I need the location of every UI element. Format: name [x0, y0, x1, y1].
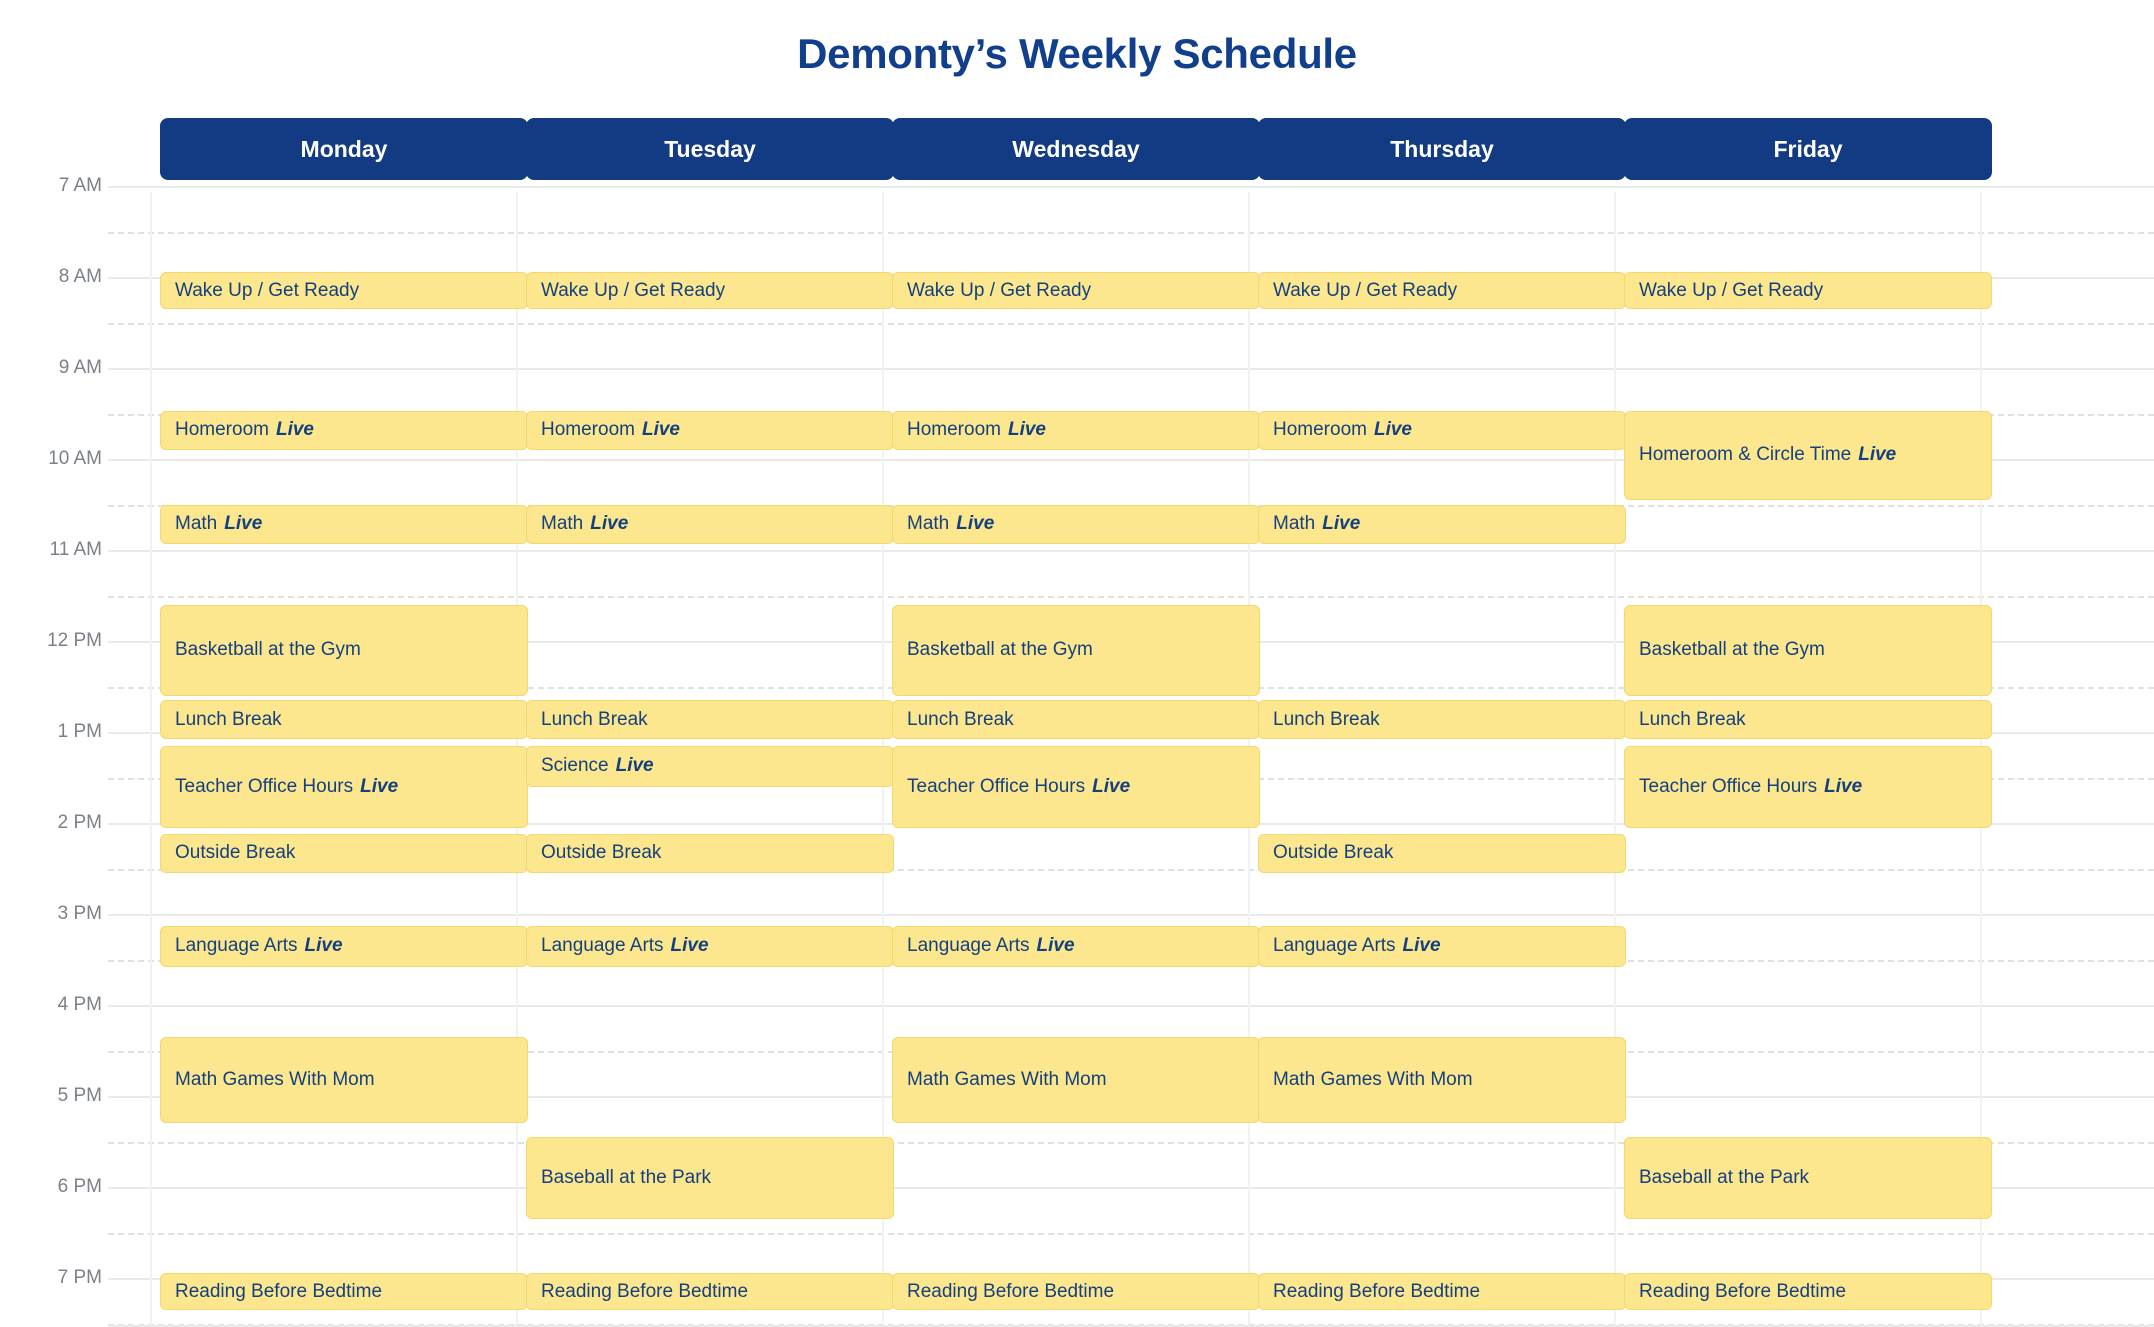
schedule-event[interactable]	[1624, 700, 1992, 739]
event-live-badge: Live	[1092, 775, 1131, 797]
schedule-event[interactable]	[1624, 272, 1992, 308]
event-title: Homeroom	[541, 419, 635, 441]
event-title: Homeroom	[907, 419, 1001, 441]
event-title: Teacher Office Hours	[1639, 775, 1818, 797]
event-live-badge: Live	[956, 513, 995, 535]
schedule-event[interactable]	[160, 700, 528, 739]
hour-label: 1 PM	[57, 721, 102, 742]
event-live-badge: Live	[275, 419, 315, 441]
schedule-event[interactable]	[526, 926, 894, 967]
event-title: Math	[907, 513, 950, 535]
event-title: Teacher Office Hours	[175, 775, 354, 797]
hour-label: 4 PM	[57, 994, 102, 1015]
event-title: Lunch Break	[1639, 708, 1746, 730]
event-title: Baseball at the Park	[541, 1166, 712, 1188]
schedule-event[interactable]	[526, 272, 894, 308]
event-title: Math Games With Mom	[907, 1069, 1107, 1091]
schedule-event[interactable]	[892, 1037, 1260, 1123]
event-title: Wake Up / Get Ready	[907, 279, 1092, 301]
schedule-event[interactable]	[526, 746, 894, 787]
hour-line	[108, 186, 2154, 188]
schedule-event[interactable]	[892, 411, 1260, 450]
event-live-badge: Live	[1373, 419, 1413, 441]
day-header-thursday[interactable]: Thursday	[1258, 118, 1626, 180]
half-hour-line	[108, 596, 2154, 598]
event-live-badge: Live	[590, 513, 629, 535]
schedule-event[interactable]	[1624, 746, 1992, 828]
schedule-event[interactable]	[892, 1273, 1260, 1309]
event-title: Reading Before Bedtime	[175, 1280, 383, 1302]
schedule-event[interactable]	[892, 746, 1260, 828]
hour-line	[108, 1005, 2154, 1007]
schedule-event[interactable]	[1258, 1037, 1626, 1123]
schedule-event[interactable]	[1258, 926, 1626, 967]
event-title: Math	[175, 513, 218, 535]
schedule-event[interactable]	[1624, 1137, 1992, 1219]
half-hour-line	[108, 323, 2154, 325]
event-title: Math Games With Mom	[1273, 1069, 1473, 1091]
hour-label: 5 PM	[57, 1085, 102, 1106]
event-title: Lunch Break	[175, 708, 282, 730]
event-title: Teacher Office Hours	[907, 775, 1086, 797]
schedule-event[interactable]	[160, 1037, 528, 1123]
event-title: Reading Before Bedtime	[1639, 1280, 1847, 1302]
page-title: Demonty’s Weekly Schedule	[797, 30, 1357, 77]
schedule-event[interactable]	[160, 505, 528, 544]
event-live-badge: Live	[615, 755, 654, 777]
event-title: Language Arts	[541, 935, 664, 957]
event-title: Math	[541, 513, 584, 535]
schedule-event[interactable]	[1258, 700, 1626, 739]
event-title: Math Games With Mom	[175, 1069, 375, 1091]
event-title: Science	[541, 755, 609, 777]
schedule-event[interactable]	[1258, 272, 1626, 308]
schedule-event[interactable]	[892, 505, 1260, 544]
event-live-badge: Live	[670, 935, 709, 957]
event-title: Lunch Break	[541, 708, 648, 730]
event-title: Wake Up / Get Ready	[1639, 279, 1824, 301]
schedule-event[interactable]	[1258, 505, 1626, 544]
hour-label: 12 PM	[47, 630, 102, 651]
schedule-event[interactable]	[1624, 1273, 1992, 1309]
schedule-event[interactable]	[160, 834, 528, 873]
event-live-badge: Live	[304, 935, 343, 957]
event-live-badge: Live	[224, 513, 263, 535]
event-title: Homeroom & Circle Time	[1639, 444, 1852, 466]
schedule-event[interactable]	[526, 1137, 894, 1219]
schedule-event[interactable]	[160, 926, 528, 967]
event-title: Basketball at the Gym	[175, 639, 361, 661]
schedule-event[interactable]	[1258, 1273, 1626, 1309]
schedule-event[interactable]	[160, 746, 528, 828]
schedule-event[interactable]	[160, 1273, 528, 1309]
schedule-event[interactable]	[1258, 411, 1626, 450]
event-title: Lunch Break	[1273, 708, 1380, 730]
half-hour-line	[108, 232, 2154, 234]
event-live-badge: Live	[1402, 935, 1441, 957]
schedule-event[interactable]	[526, 505, 894, 544]
event-title: Reading Before Bedtime	[1273, 1280, 1481, 1302]
event-title: Homeroom	[175, 419, 269, 441]
schedule-event[interactable]	[1624, 605, 1992, 696]
event-live-badge: Live	[360, 775, 399, 797]
event-live-badge: Live	[1824, 775, 1863, 797]
event-title: Reading Before Bedtime	[541, 1280, 749, 1302]
day-header-wednesday[interactable]: Wednesday	[892, 118, 1260, 180]
hour-label: 6 PM	[57, 1176, 102, 1197]
event-title: Basketball at the Gym	[907, 639, 1093, 661]
event-title: Outside Break	[541, 842, 662, 864]
event-title: Basketball at the Gym	[1639, 639, 1825, 661]
event-title: Wake Up / Get Ready	[175, 279, 360, 301]
event-live-badge: Live	[1036, 935, 1075, 957]
day-header-tuesday[interactable]: Tuesday	[526, 118, 894, 180]
event-title: Wake Up / Get Ready	[1273, 279, 1458, 301]
event-live-badge: Live	[1858, 444, 1897, 466]
event-live-badge: Live	[1322, 513, 1361, 535]
schedule-event[interactable]	[526, 834, 894, 873]
event-title: Math	[1273, 513, 1316, 535]
event-title: Language Arts	[175, 935, 298, 957]
hour-label: 7 PM	[57, 1267, 102, 1288]
event-title: Language Arts	[1273, 935, 1396, 957]
hour-label: 11 AM	[49, 539, 102, 560]
schedule-event[interactable]	[526, 1273, 894, 1309]
hour-label: 3 PM	[57, 903, 102, 924]
event-title: Outside Break	[1273, 842, 1394, 864]
half-hour-line	[108, 1233, 2154, 1235]
hour-line	[108, 914, 2154, 916]
schedule-event[interactable]	[160, 411, 528, 450]
hour-label: 8 AM	[58, 266, 102, 287]
event-title: Homeroom	[1273, 419, 1367, 441]
event-title: Lunch Break	[907, 708, 1014, 730]
event-title: Outside Break	[175, 842, 296, 864]
event-title: Reading Before Bedtime	[907, 1280, 1115, 1302]
hour-label: 2 PM	[57, 812, 102, 833]
day-header-friday[interactable]: Friday	[1624, 118, 1992, 180]
column-separator	[150, 192, 152, 1327]
schedule-event[interactable]	[1624, 411, 1992, 500]
schedule-event[interactable]	[892, 272, 1260, 308]
schedule-event[interactable]	[526, 411, 894, 450]
hour-line	[108, 550, 2154, 552]
event-title: Language Arts	[907, 935, 1030, 957]
event-title: Wake Up / Get Ready	[541, 279, 726, 301]
column-separator	[1614, 192, 1616, 1327]
schedule-event[interactable]	[160, 272, 528, 308]
schedule-event[interactable]	[160, 605, 528, 696]
event-title: Baseball at the Park	[1639, 1166, 1810, 1188]
schedule-event[interactable]	[892, 700, 1260, 739]
hour-label: 7 AM	[58, 175, 102, 196]
schedule-event[interactable]	[1258, 834, 1626, 873]
hour-label: 9 AM	[58, 357, 102, 378]
event-live-badge: Live	[1007, 419, 1047, 441]
schedule-event[interactable]	[892, 605, 1260, 696]
schedule-event[interactable]	[892, 926, 1260, 967]
day-header-monday[interactable]: Monday	[160, 118, 528, 180]
hour-line	[108, 368, 2154, 370]
hour-label: 10 AM	[48, 448, 102, 469]
schedule-grid	[0, 110, 2154, 1327]
event-live-badge: Live	[641, 419, 681, 441]
schedule-event[interactable]	[526, 700, 894, 739]
